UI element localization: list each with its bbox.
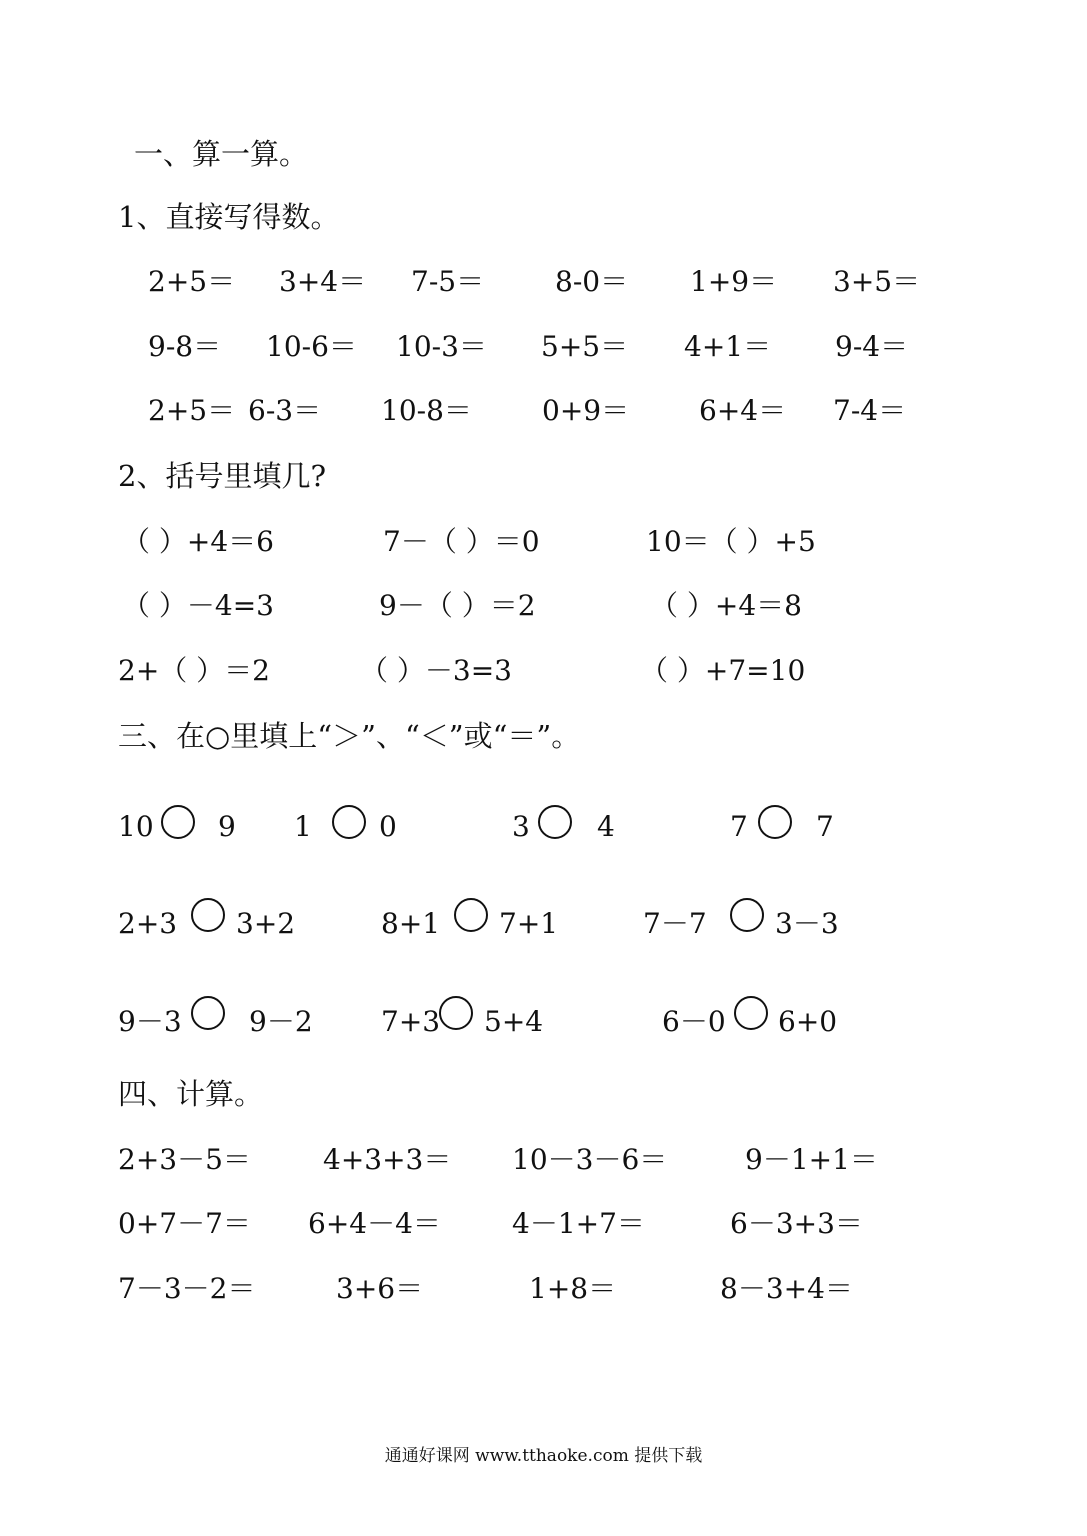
compare-circle[interactable] xyxy=(454,898,488,932)
direct-item: 2+5＝ xyxy=(148,394,236,427)
compare-circle[interactable] xyxy=(730,898,764,932)
calc-item: 6－3+3＝ xyxy=(730,1207,863,1240)
compare-left: 7－7 xyxy=(643,907,707,940)
compare-right: 0 xyxy=(379,810,397,843)
bracket-item: 7－（ ）＝0 xyxy=(383,525,540,558)
calc-item: 10－3－6＝ xyxy=(512,1143,668,1176)
bracket-item: （ ）+7=10 xyxy=(640,654,806,687)
compare-circle[interactable] xyxy=(734,996,768,1030)
subsection-2-title: 2、括号里填几? xyxy=(118,459,326,493)
direct-item: 0+9＝ xyxy=(542,394,630,427)
bracket-item: 10＝（ ）+5 xyxy=(646,525,816,558)
calc-item: 4－1+7＝ xyxy=(512,1207,645,1240)
compare-right: 7 xyxy=(816,810,834,843)
section-1-title: 一、算一算。 xyxy=(134,137,309,171)
compare-right: 5+4 xyxy=(484,1005,544,1038)
compare-left: 2+3 xyxy=(118,907,178,940)
direct-item: 10-8＝ xyxy=(381,394,472,427)
calc-item: 4+3+3＝ xyxy=(323,1143,452,1176)
direct-item: 9-8＝ xyxy=(148,330,222,363)
compare-right: 7+1 xyxy=(499,907,559,940)
bracket-item: （ ）－4=3 xyxy=(122,589,274,622)
compare-circle[interactable] xyxy=(538,805,572,839)
compare-left: 10 xyxy=(118,810,154,843)
bracket-item: （ ）－3=3 xyxy=(360,654,512,687)
calc-item: 8－3+4＝ xyxy=(720,1272,853,1305)
calc-item: 2+3－5＝ xyxy=(118,1143,251,1176)
compare-right: 4 xyxy=(597,810,615,843)
compare-circle[interactable] xyxy=(191,898,225,932)
compare-right: 9 xyxy=(218,810,236,843)
direct-item: 2+5＝ xyxy=(148,265,236,298)
section-3-title: 三、在○里填上“＞”、“＜”或“＝”。 xyxy=(118,719,581,753)
compare-circle[interactable] xyxy=(758,805,792,839)
compare-right: 9－2 xyxy=(249,1005,313,1038)
compare-left: 6－0 xyxy=(662,1005,726,1038)
footer-credit: 通通好课网 www.tthaoke.com 提供下载 xyxy=(384,1446,703,1466)
compare-right: 3－3 xyxy=(775,907,839,940)
calc-item: 3+6＝ xyxy=(336,1272,424,1305)
compare-circle[interactable] xyxy=(161,805,195,839)
direct-item: 8-0＝ xyxy=(555,265,629,298)
compare-left: 8+1 xyxy=(381,907,441,940)
compare-circle[interactable] xyxy=(332,805,366,839)
direct-item: 1+9＝ xyxy=(690,265,778,298)
compare-left: 3 xyxy=(512,810,530,843)
compare-circle[interactable] xyxy=(191,996,225,1030)
direct-item: 3+4＝ xyxy=(279,265,367,298)
direct-item: 3+5＝ xyxy=(833,265,921,298)
calc-item: 6+4－4＝ xyxy=(308,1207,441,1240)
direct-item: 9-4＝ xyxy=(835,330,909,363)
compare-left: 7+3 xyxy=(381,1005,441,1038)
section-4-title: 四、计算。 xyxy=(118,1077,264,1111)
bracket-item: （ ）+4＝6 xyxy=(122,525,274,558)
calc-item: 9－1+1＝ xyxy=(745,1143,878,1176)
calc-item: 0+7－7＝ xyxy=(118,1207,251,1240)
compare-circle[interactable] xyxy=(439,996,473,1030)
direct-item: 6+4＝ xyxy=(699,394,787,427)
direct-item: 6-3＝ xyxy=(248,394,322,427)
direct-item: 5+5＝ xyxy=(541,330,629,363)
compare-right: 6+0 xyxy=(778,1005,838,1038)
calc-item: 7－3－2＝ xyxy=(118,1272,256,1305)
direct-item: 7-4＝ xyxy=(833,394,907,427)
direct-item: 4+1＝ xyxy=(684,330,772,363)
bracket-item: （ ）+4＝8 xyxy=(650,589,802,622)
compare-left: 1 xyxy=(294,810,312,843)
compare-left: 9－3 xyxy=(118,1005,182,1038)
subsection-1-title: 1、直接写得数。 xyxy=(118,200,340,234)
compare-left: 7 xyxy=(730,810,748,843)
direct-item: 10-3＝ xyxy=(396,330,487,363)
compare-right: 3+2 xyxy=(236,907,296,940)
calc-item: 1+8＝ xyxy=(529,1272,617,1305)
direct-item: 10-6＝ xyxy=(266,330,357,363)
direct-item: 7-5＝ xyxy=(411,265,485,298)
bracket-item: 9－（ ）＝2 xyxy=(379,589,536,622)
bracket-item: 2+（ ）＝2 xyxy=(118,654,270,687)
